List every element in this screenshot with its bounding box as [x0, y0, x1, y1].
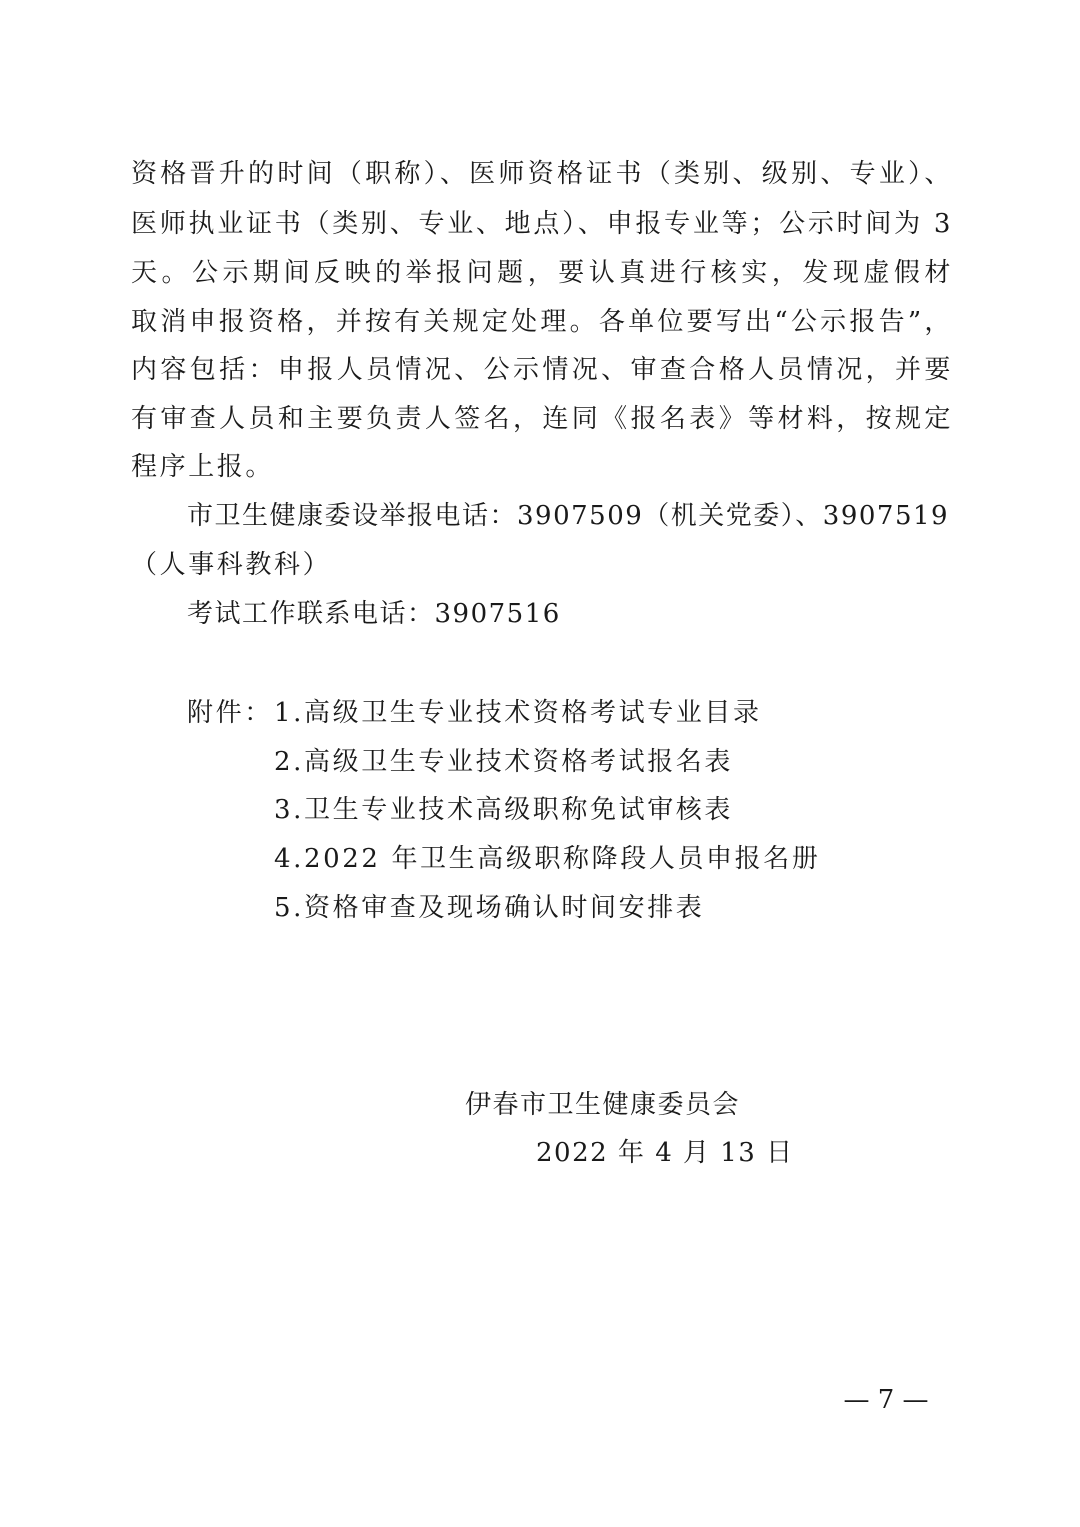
- body-paragraph-line: 程序上报。: [131, 452, 275, 482]
- body-paragraph-line: 内容包括：申报人员情况、公示情况、审查合格人员情况，并要: [131, 355, 953, 385]
- report-phone-line-continued: （人事科教科）: [131, 550, 332, 580]
- body-paragraph-line: 有审查人员和主要负责人签名，连同《报名表》等材料，按规定: [131, 404, 953, 434]
- issuing-organization: 伊春市卫生健康委员会: [465, 1090, 741, 1120]
- attachment-item: 3.卫生专业技术高级职称免试审核表: [274, 795, 734, 825]
- issue-date: 2022 年 4 月 13 日: [536, 1138, 794, 1168]
- body-paragraph-line: 医师执业证书（类别、专业、地点）、申报专业等；公示时间为 3: [131, 209, 953, 239]
- body-paragraph-line: 资格晋升的时间（职称）、医师资格证书（类别、级别、专业）、: [131, 159, 953, 189]
- attachment-item: 5.资格审查及现场确认时间安排表: [274, 893, 705, 923]
- attachment-item: 2.高级卫生专业技术资格考试报名表: [274, 747, 734, 777]
- body-paragraph-line: 取消申报资格，并按有关规定处理。各单位要写出“公示报告”，: [131, 307, 953, 337]
- page-number: — 7 —: [843, 1385, 929, 1415]
- attachment-item: 4.2022 年卫生高级职称降段人员申报名册: [274, 844, 821, 874]
- report-phone-line: 市卫生健康委设举报电话：3907509（机关党委）、3907519: [187, 501, 950, 531]
- attachment-item: 1.高级卫生专业技术资格考试专业目录: [274, 698, 762, 728]
- body-paragraph-line: 天。公示期间反映的举报问题，要认真进行核实，发现虚假材: [131, 258, 953, 288]
- exam-contact-phone: 考试工作联系电话：3907516: [187, 599, 561, 629]
- attachments-label: 附件：: [187, 698, 273, 728]
